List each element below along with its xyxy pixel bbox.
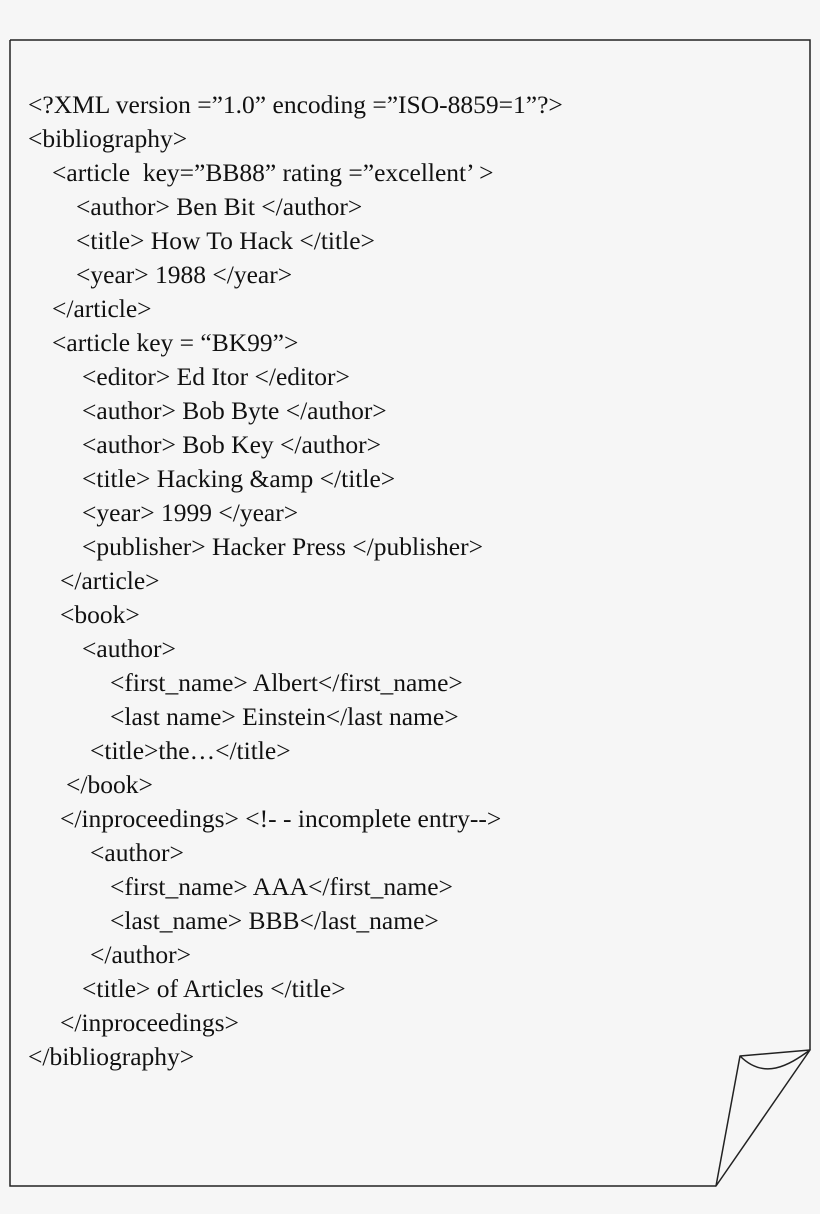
xml-line: <last_name> BBB</last_name> — [110, 906, 439, 935]
xml-line: <author> Bob Byte </author> — [82, 396, 387, 425]
xml-line: <article key = “BK99”> — [52, 328, 299, 357]
xml-line: <author> Bob Key </author> — [82, 430, 382, 459]
xml-line: <first_name> Albert</first_name> — [110, 668, 463, 697]
xml-line: <last name> Einstein</last name> — [110, 702, 459, 731]
xml-line: </inproceedings> <!- - incomplete entry--> — [60, 804, 502, 833]
xml-line: <article key=”BB88” rating =”excellent’ > — [52, 158, 494, 187]
xml-line: <year> 1988 </year> — [76, 260, 293, 289]
xml-line: <title> How To Hack </title> — [76, 226, 375, 255]
xml-line: <first_name> AAA</first_name> — [110, 872, 453, 901]
xml-line: </book> — [66, 770, 153, 799]
xml-line: <author> Ben Bit </author> — [76, 192, 363, 221]
xml-line: <?XML version =”1.0” encoding =”ISO-8859=1”?> — [28, 90, 563, 119]
xml-line: <publisher> Hacker Press </publisher> — [82, 532, 483, 561]
xml-line: <year> 1999 </year> — [82, 498, 299, 527]
xml-line: </bibliography> — [28, 1042, 195, 1071]
xml-line: </inproceedings> — [60, 1008, 239, 1037]
xml-line: <title>the…</title> — [90, 736, 291, 765]
xml-line: <author> — [82, 634, 176, 663]
xml-line: <book> — [60, 600, 140, 629]
xml-line: <author> — [90, 838, 184, 867]
xml-line: <title> Hacking &amp </title> — [82, 464, 396, 493]
xml-line: </article> — [60, 566, 160, 595]
xml-line: </article> — [52, 294, 152, 323]
xml-line: </author> — [90, 940, 191, 969]
xml-line: <bibliography> — [28, 124, 188, 153]
xml-line: <title> of Articles </title> — [82, 974, 346, 1003]
xml-line: <editor> Ed Itor </editor> — [82, 362, 350, 391]
